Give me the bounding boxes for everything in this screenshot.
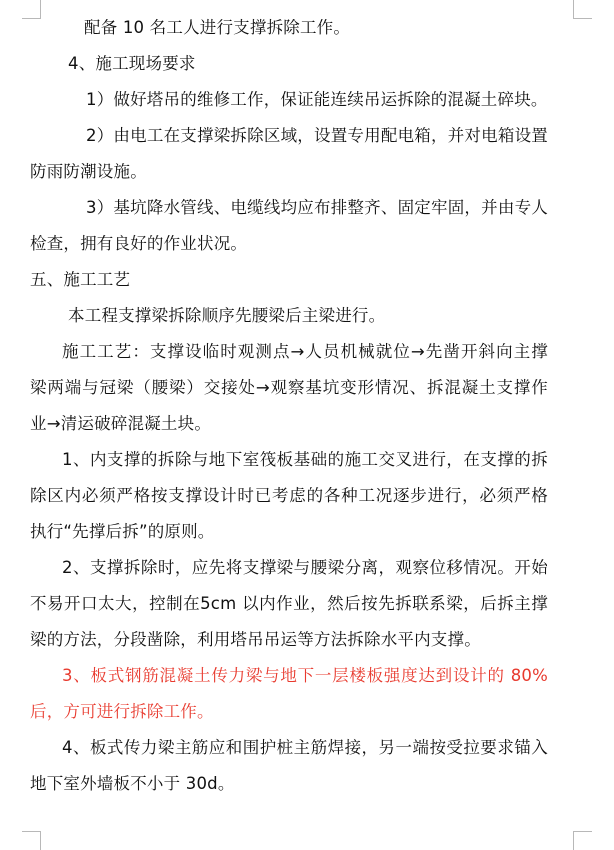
paragraph-line: 梁两端与冠梁（腰梁）交接处→观察基坑变形情况、拆混凝土支撑作 xyxy=(30,378,548,397)
paragraph-line: 梁的方法，分段凿除，利用塔吊吊运等方法拆除水平内支撑。 xyxy=(30,630,481,649)
paragraph-line: 地下室外墙板不小于 30d。 xyxy=(30,774,235,793)
document-page xyxy=(30,10,548,802)
paragraph-line: 本工程支撑梁拆除顺序先腰梁后主梁进行。 xyxy=(68,306,386,325)
paragraph-line: 3）基坑降水管线、电缆线均应布排整齐、固定牢固，并由专人 xyxy=(86,198,548,217)
paragraph-line: 1）做好塔吊的维修工作，保证能连续吊运拆除的混凝土碎块。 xyxy=(86,90,548,109)
page-corner-mark-top-left xyxy=(22,0,41,19)
paragraph-line: 业→清运破碎混凝土块。 xyxy=(30,414,212,433)
paragraph-line: 4、板式传力梁主筋应和围护桩主筋焊接，另一端按受拉要求锚入 xyxy=(62,738,548,757)
paragraph-line: 2、支撑拆除时，应先将支撑梁与腰梁分离，观察位移情况。开始 xyxy=(62,558,548,577)
paragraph-line: 除区内必须严格按支撑设计时已考虑的各种工况逐步进行，必须严格 xyxy=(30,486,548,505)
paragraph-line: 2）由电工在支撑梁拆除区域，设置专用配电箱，并对电箱设置 xyxy=(86,126,548,145)
highlighted-paragraph-line: 3、板式钢筋混凝土传力梁与地下一层楼板强度达到设计的 80% xyxy=(62,666,548,685)
paragraph-line: 1、内支撑的拆除与地下室筏板基础的施工交叉进行，在支撑的拆 xyxy=(62,450,548,469)
paragraph-line: 配备 10 名工人进行支撑拆除工作。 xyxy=(84,18,351,37)
paragraph-line: 施工工艺：支撑设临时观测点→人员机械就位→先凿开斜向主撑 xyxy=(62,342,548,361)
section-heading: 4、施工现场要求 xyxy=(68,54,196,73)
paragraph-line: 检查，拥有良好的作业状况。 xyxy=(30,234,248,253)
page-corner-mark-top-right xyxy=(573,0,592,19)
paragraph-line: 执行“先撑后拆”的原则。 xyxy=(30,522,215,541)
highlighted-paragraph-line: 后，方可进行拆除工作。 xyxy=(30,702,214,721)
section-heading: 五、施工工艺 xyxy=(30,270,131,289)
page-corner-mark-bottom-left xyxy=(22,831,41,850)
paragraph-line: 不易开口太大，控制在5cm 以内作业，然后按先拆联系梁，后拆主撑 xyxy=(30,594,548,613)
page-corner-mark-bottom-right xyxy=(573,831,592,850)
paragraph-line: 防雨防潮设施。 xyxy=(30,162,147,181)
